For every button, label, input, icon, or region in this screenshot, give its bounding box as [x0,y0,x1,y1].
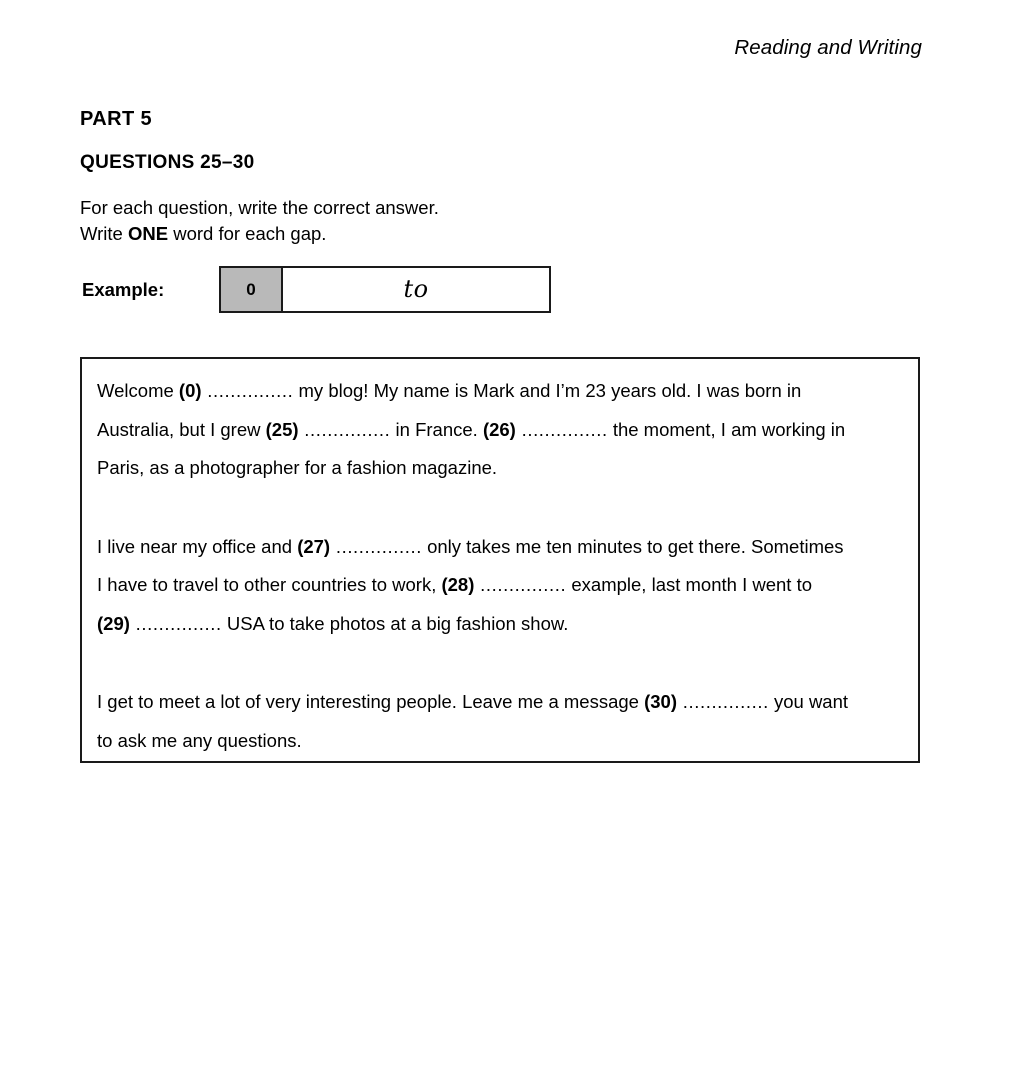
instruction-line-2-suffix: word for each gap. [168,223,327,244]
question-number: (0) [178,380,202,401]
passage-line [97,683,906,722]
running-header: Reading and Writing [734,36,922,59]
answer-gap: ............... [677,691,769,712]
passage-text-run: to ask me any questions. [97,729,302,751]
passage-text [97,372,906,760]
answer-gap: ............... [474,574,567,595]
passage-paragraph [97,372,906,488]
instruction-line-2-prefix: Write [80,223,128,244]
question-number: (26) [482,418,516,440]
passage-text-run: in France. [390,418,483,440]
passage-text-run: Paris, as a photographer for a fashion magazine. [97,457,498,478]
passage-paragraph [97,528,906,644]
passage-text-run: example, last month I went to [566,574,812,595]
example-answer-box [219,266,551,313]
instructions [80,195,439,247]
passage-line [97,372,906,411]
answer-gap: ............... [129,612,222,634]
question-number: (27) [297,535,331,557]
example-question-number: 0 [221,268,283,311]
questions-range-heading: QUESTIONS 25–30 [80,152,255,173]
answer-gap: ............... [330,535,422,557]
passage-text-run: Welcome [97,380,179,401]
question-number: (28) [441,574,475,595]
passage-line [97,411,906,450]
passage-text-run: I get to meet a lot of very interesting people. Leave me a message [97,691,645,712]
passage-text-run: Australia, but I grew [97,418,266,440]
question-number: (29) [97,612,130,634]
answer-gap: ............... [515,418,608,440]
answer-gap: ............... [201,380,294,401]
passage-text-run: I live near my office and [97,535,298,557]
example-answer-value: to [403,274,429,303]
passage-paragraph [97,683,906,760]
example-row [82,265,551,314]
answer-gap: ............... [298,418,391,440]
passage-line [97,449,906,488]
question-number: (30) [644,691,677,712]
passage-text-run: the moment, I am working in [607,418,846,440]
passage-line [97,528,906,567]
instruction-line-2 [80,221,439,247]
passage-text-run: my blog! My name is Mark and I’m 23 years old. I was born in [293,380,802,401]
example-label: Example: [82,279,165,300]
passage-line [97,566,906,605]
passage-text-run: USA to take photos at a big fashion show. [221,612,569,634]
passage-line [97,722,906,761]
question-number: (25) [265,418,299,440]
passage-text-run: I have to travel to other countries to work, [97,574,442,595]
passage-text-run: only takes me ten minutes to get there. Sometimes [421,535,844,557]
passage-line [97,605,906,644]
passage-text-run: you want [768,691,849,712]
page-title: PART 5 [80,108,153,130]
instruction-emphasis-one: ONE [127,223,169,244]
instruction-line-1: For each question, write the correct answer. [80,197,439,218]
passage-box [80,357,920,763]
